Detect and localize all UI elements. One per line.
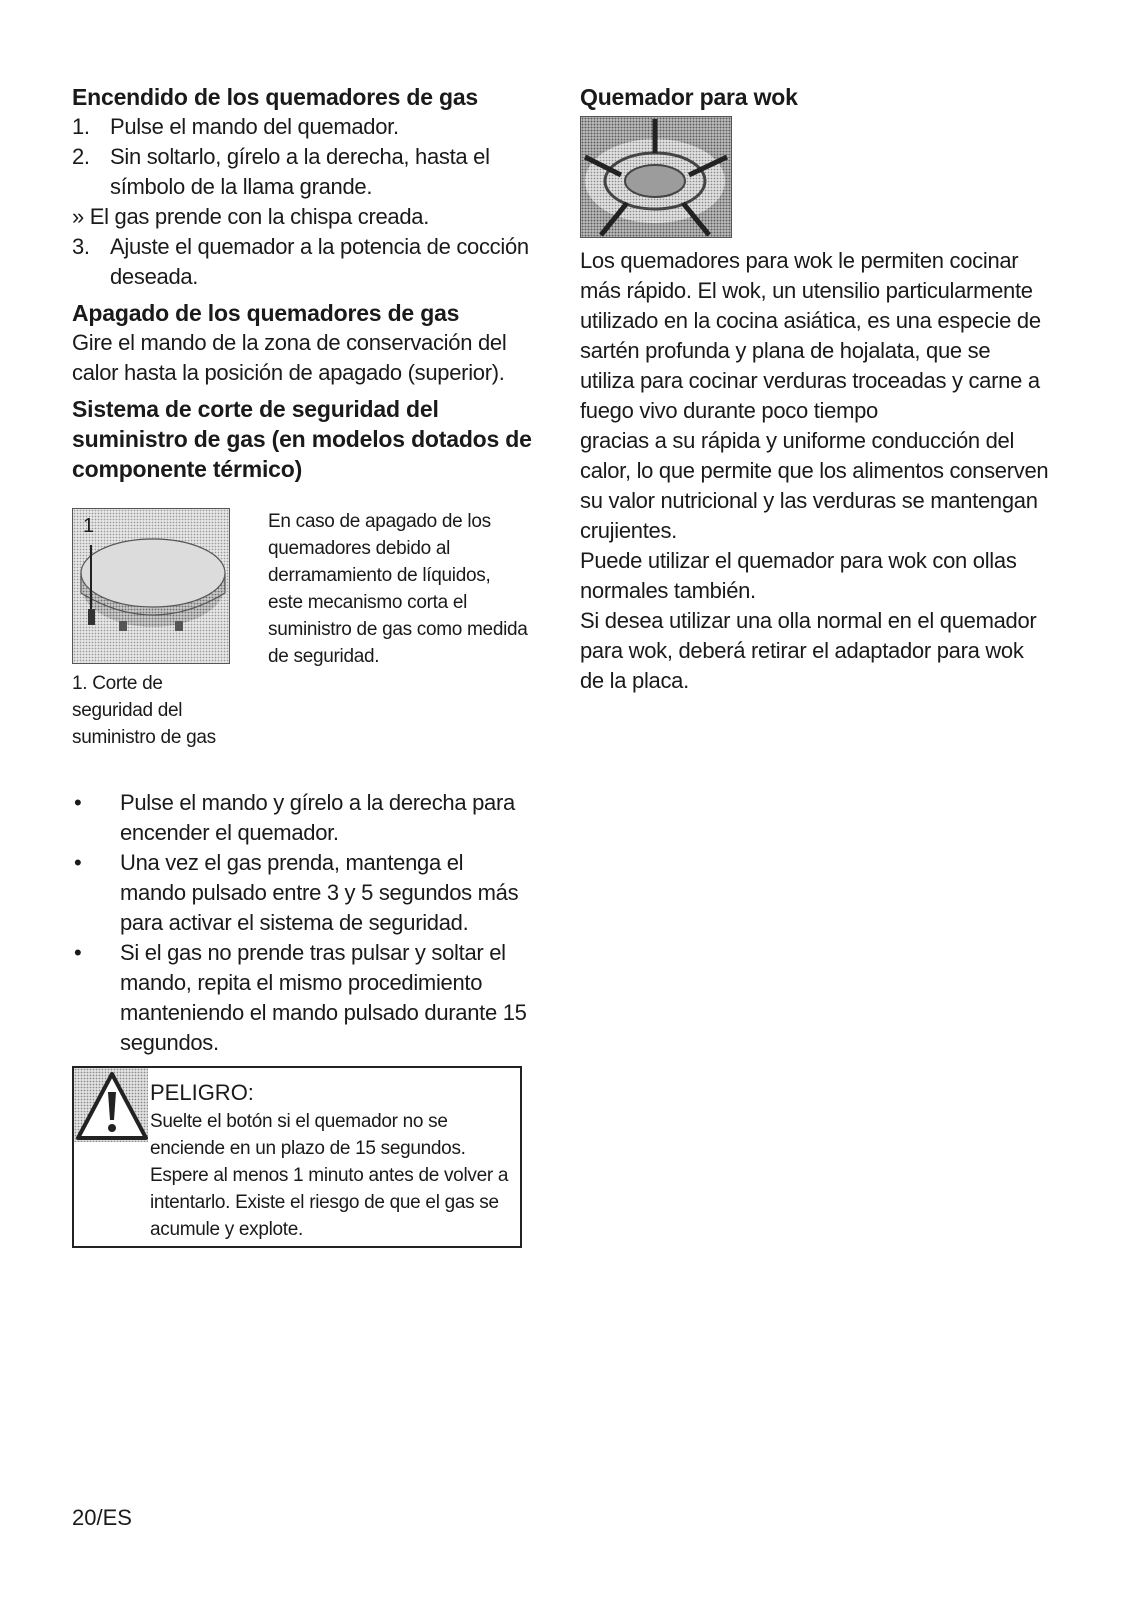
shutdown-heading: Apagado de los quemadores de gas bbox=[72, 300, 460, 326]
wok-paragraph: gracias a su rápida y uniforme conducción del calor, lo que permite que los alimentos conserven su valor nutricional y las verduras se mantengan crujientes. bbox=[580, 428, 1049, 543]
bullet-icon: • bbox=[74, 940, 82, 965]
list-item: • Si el gas no prende tras pulsar y soltar el mando, repita el mismo procedimiento manteniendo el mando pulsado durante 15 segundos. bbox=[74, 940, 527, 1055]
left-column bbox=[72, 82, 532, 1248]
safety-heading: Sistema de corte de seguridad del suministro de gas (en modelos dotados de componente térmico) bbox=[72, 396, 532, 482]
ignition-step: 3. Ajuste el quemador a la potencia de cocción deseada. bbox=[72, 234, 529, 289]
ignition-steps bbox=[72, 112, 532, 202]
wok-paragraph: Los quemadores para wok le permiten cocinar más rápido. El wok, un utensilio particularmente utilizado en la cocina asiática, es una especie de sartén profunda y plana de hojalata, que se utiliza para cocinar verduras troceadas y carne a fuego vivo durante poco tiempo bbox=[580, 248, 1041, 423]
wok-paragraph: Si desea utilizar una olla normal en el quemador para wok, deberá retirar el adaptador para wok de la placa. bbox=[580, 608, 1037, 693]
safety-side-text: En caso de apagado de los quemadores debido al derramamiento de líquidos, este mecanismo corta el suministro de gas como medida de seguridad. bbox=[268, 511, 528, 667]
ignition-step: 1. Pulse el mando del quemador. bbox=[72, 114, 399, 139]
safety-bullets bbox=[72, 788, 532, 1058]
danger-text: Suelte el botón si el quemador no se enciende en un plazo de 15 segundos. Espere al menos 1 minuto antes de volver a intentarlo. Existe el riesgo de que el gas se acumule y explote. bbox=[150, 1111, 509, 1240]
wok-heading: Quemador para wok bbox=[580, 84, 798, 110]
bullet-icon: • bbox=[74, 790, 82, 815]
danger-title: PELIGRO: bbox=[150, 1080, 254, 1105]
ignition-step-3 bbox=[72, 232, 532, 292]
page-number: 20/ES bbox=[72, 1505, 132, 1530]
ignition-step: 2. Sin soltarlo, gírelo a la derecha, hasta el símbolo de la llama grande. bbox=[72, 144, 490, 199]
list-item: • Una vez el gas prenda, mantenga el mando pulsado entre 3 y 5 segundos más para activar el sistema de seguridad. bbox=[74, 850, 519, 935]
right-column bbox=[580, 82, 1050, 696]
figure-caption: 1. Corte de seguridad del suministro de gas bbox=[72, 673, 216, 748]
list-item: • Pulse el mando y gírelo a la derecha para encender el quemador. bbox=[74, 790, 515, 845]
figure-label-1: 1 bbox=[83, 515, 95, 537]
ignition-heading: Encendido de los quemadores de gas bbox=[72, 84, 479, 110]
wok-burner-image bbox=[580, 116, 732, 238]
warning-triangle-icon bbox=[74, 1068, 148, 1142]
bullet-icon: • bbox=[74, 850, 82, 875]
shutdown-text: Gire el mando de la zona de conservación del calor hasta la posición de apagado (superior). bbox=[72, 330, 507, 385]
wok-paragraph: Puede utilizar el quemador para wok con ollas normales también. bbox=[580, 548, 1017, 603]
ignition-result: » El gas prende con la chispa creada. bbox=[72, 204, 430, 229]
safety-figure-row bbox=[72, 508, 532, 758]
danger-box bbox=[72, 1066, 522, 1248]
thermocouple-burner-image bbox=[72, 508, 230, 664]
